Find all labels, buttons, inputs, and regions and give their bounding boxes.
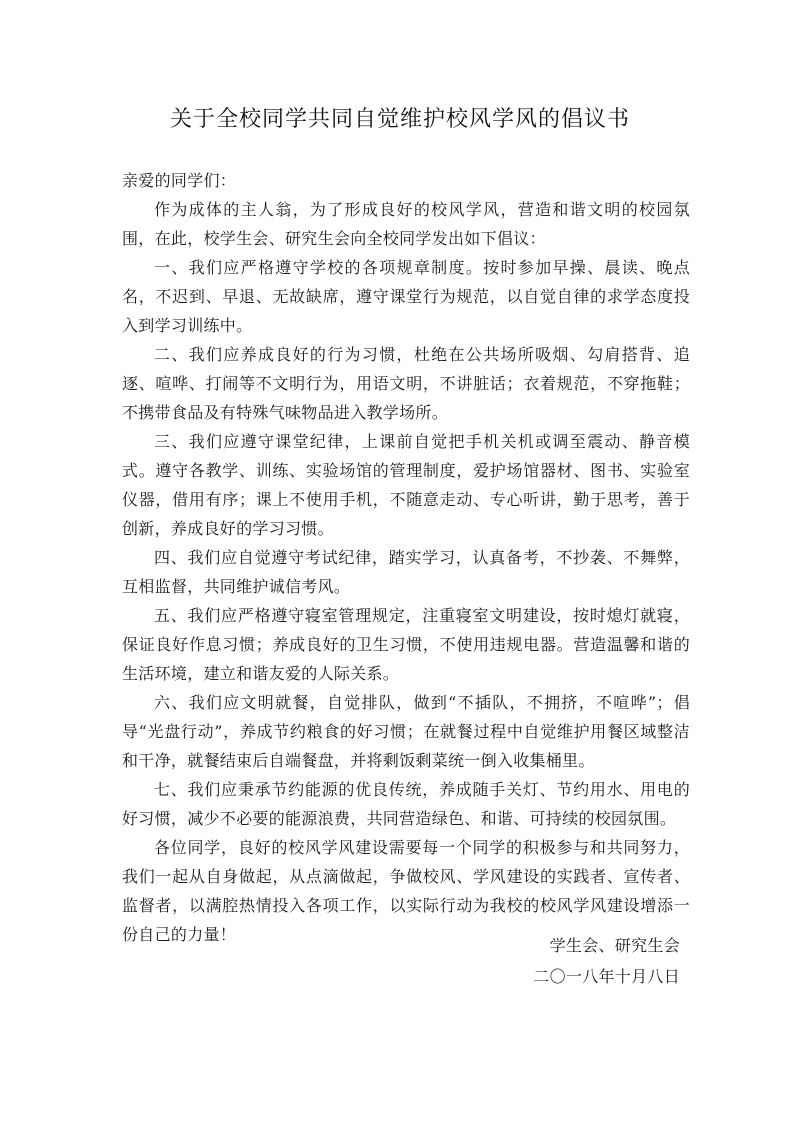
paragraph-closing: 各位同学，良好的校风学风建设需要每一个同学的积极参与和共同努力，我们一起从自身做起，从点滴做起，争做校风、学风建设的实践者、宣传者、监督者，以满腔热情投入各项工作，以实际行动为我校的校风学风建设增添一份自己的力量！: [122, 838, 690, 944]
paragraph-intro: 作为成体的主人翁，为了形成良好的校风学风，营造和谐文明的校园氛围，在此，校学生会、研究生会向全校同学发出如下倡议：: [122, 200, 690, 248]
signature-block: [533, 930, 680, 992]
paragraph-item-5: 五、我们应严格遵守寝室管理规定，注重寝室文明建设，按时熄灯就寝，保证良好作息习惯；养成良好的卫生习惯，不使用违规电器。营造温馨和谐的生活环境，建立和谐友爱的人际关系。: [122, 606, 690, 683]
paragraph-item-3: 三、我们应遵守课堂纪律，上课前自觉把手机关机或调至震动、静音模式。遵守各教学、训练、实验场馆的管理制度，爱护场馆器材、图书、实验室仪器，借用有序；课上不使用手机，不随意走动、专心听讲，勤于思考，善于创新，养成良好的学习习惯。: [122, 432, 690, 538]
paragraph-item-6: 六、我们应文明就餐，自觉排队，做到“不插队，不拥挤，不喧哗”；倡导“光盘行动”，养成节约粮食的好习惯；在就餐过程中自觉维护用餐区域整洁和干净，就餐结束后自端餐盘，并将剩饭剩菜统一倒入收集桶里。: [122, 693, 690, 770]
signature-organization: 学生会、研究生会: [549, 936, 680, 955]
signature-date: 二〇一八年十月八日: [533, 967, 680, 986]
paragraph-item-2: 二、我们应养成良好的行为习惯，杜绝在公共场所吸烟、勾肩搭背、追逐、喧哗、打闹等不文明行为，用语文明，不讲脏话；衣着规范，不穿拖鞋；不携带食品及有特殊气味物品进入教学场所。: [122, 345, 690, 422]
paragraph-item-1: 一、我们应严格遵守学校的各项规章制度。按时参加早操、晨读、晚点名，不迟到、早退、无故缺席，遵守课堂行为规范，以自觉自律的求学态度投入到学习训练中。: [122, 258, 690, 335]
salutation: 亲爱的同学们：: [122, 171, 237, 190]
document-title: 关于全校同学共同自觉维护校风学风的倡议书: [169, 107, 630, 132]
paragraph-item-7: 七、我们应秉承节约能源的优良传统，养成随手关灯、节约用水、用电的好习惯，减少不必要的能源浪费，共同营造绿色、和谐、可持续的校园氛围。: [122, 780, 690, 828]
document-body: [122, 166, 690, 949]
paragraph-item-4: 四、我们应自觉遵守考试纪律，踏实学习，认真备考，不抄袭、不舞弊，互相监督，共同维护诚信考风。: [122, 548, 690, 596]
